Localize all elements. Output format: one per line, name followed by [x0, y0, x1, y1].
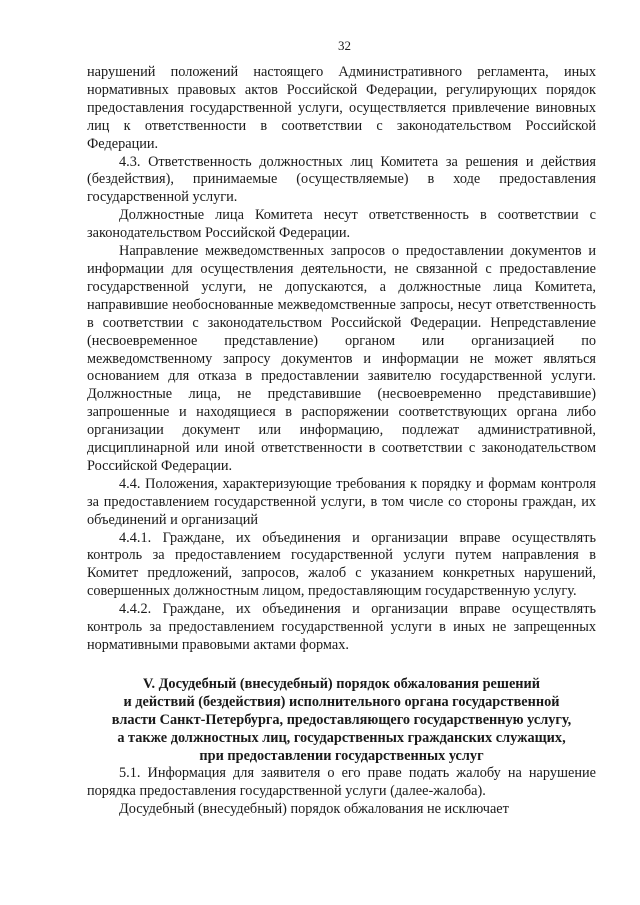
paragraph-5-1: 5.1. Информация для заявителя о его праве подать жалобу на нарушение порядка предоставления государственной услуги (далее-жалоба). [87, 764, 596, 799]
paragraph-interagency-requests: Направление межведомственных запросов о предоставлении документов и информации для осуществления деятельности, не связанной с предоставление государственной услуги, не допускаются, а должностные лица Комитета, направившие необоснованные межведомственные запросы, несут ответственность в соответствии с законодательством Российской Федерации. Непредставление (несвоевременное представление) органом или организацией по межведомственному запросу документов и информации не может являться основанием для отказа в предоставлении заявителю государственной услуги. Должностные лица, не представившие (несвоевременно представившие) запрошенные и находящиеся в распоряжении соответствующих органа либо организации документ или информацию, подлежат административной, дисциплинарной или иной ответственности в соответствии с законодательством Российской Федерации. [87, 243, 596, 474]
paragraph-pretrial-appeal: Досудебный (внесудебный) порядок обжалования не исключает [119, 800, 509, 817]
page-number: 32 [338, 38, 351, 53]
section-v-heading-line: V. Досудебный (внесудебный) порядок обжалования решений [142, 675, 541, 692]
section-v-heading-line: и действий (бездействия) исполнительного органа государственной [123, 693, 560, 710]
section-v-heading-line: при предоставлении государственных услуг [199, 747, 484, 764]
paragraph-violations-liability: нарушений положений настоящего Административного регламента, иных нормативных правовых актов Российской Федерации, регулирующих порядок предоставления государственной услуги, осуществляется привлечение виновных лиц к ответственности в соответствии с законодательством Российской Федерации. [87, 64, 596, 152]
section-v-heading-line: а также должностных лиц, государственных гражданских служащих, [117, 729, 566, 746]
paragraph-officials-responsibility: Должностные лица Комитета несут ответственность в соответствии с законодательством Российской Федерации. [87, 207, 596, 242]
section-v-heading [87, 675, 596, 765]
paragraph-4-3: 4.3. Ответственность должностных лиц Комитета за решения и действия (бездействия), принимаемые (осуществляемые) в ходе предоставления государственной услуги. [87, 153, 596, 206]
section-v-heading-line: власти Санкт-Петербурга, предоставляющего государственную услугу, [111, 711, 572, 728]
paragraph-4-4-1: 4.4.1. Граждане, их объединения и организации вправе осуществлять контроль за предоставлением государственной услуги путем направления в Комитет предложений, запросов, жалоб с указанием конкретных нарушений, совершенных должностным лицом, предоставляющим государственную услугу. [87, 529, 596, 600]
paragraph-4-4: 4.4. Положения, характеризующие требования к порядку и формам контроля за предоставлением государственной услуги, в том числе со стороны граждан, их объединений и организаций [87, 475, 596, 528]
paragraph-4-4-2: 4.4.2. Граждане, их объединения и организации вправе осуществлять контроль за предоставлением государственной услуги в иных не запрещенных нормативными правовыми актами формах. [87, 601, 596, 653]
